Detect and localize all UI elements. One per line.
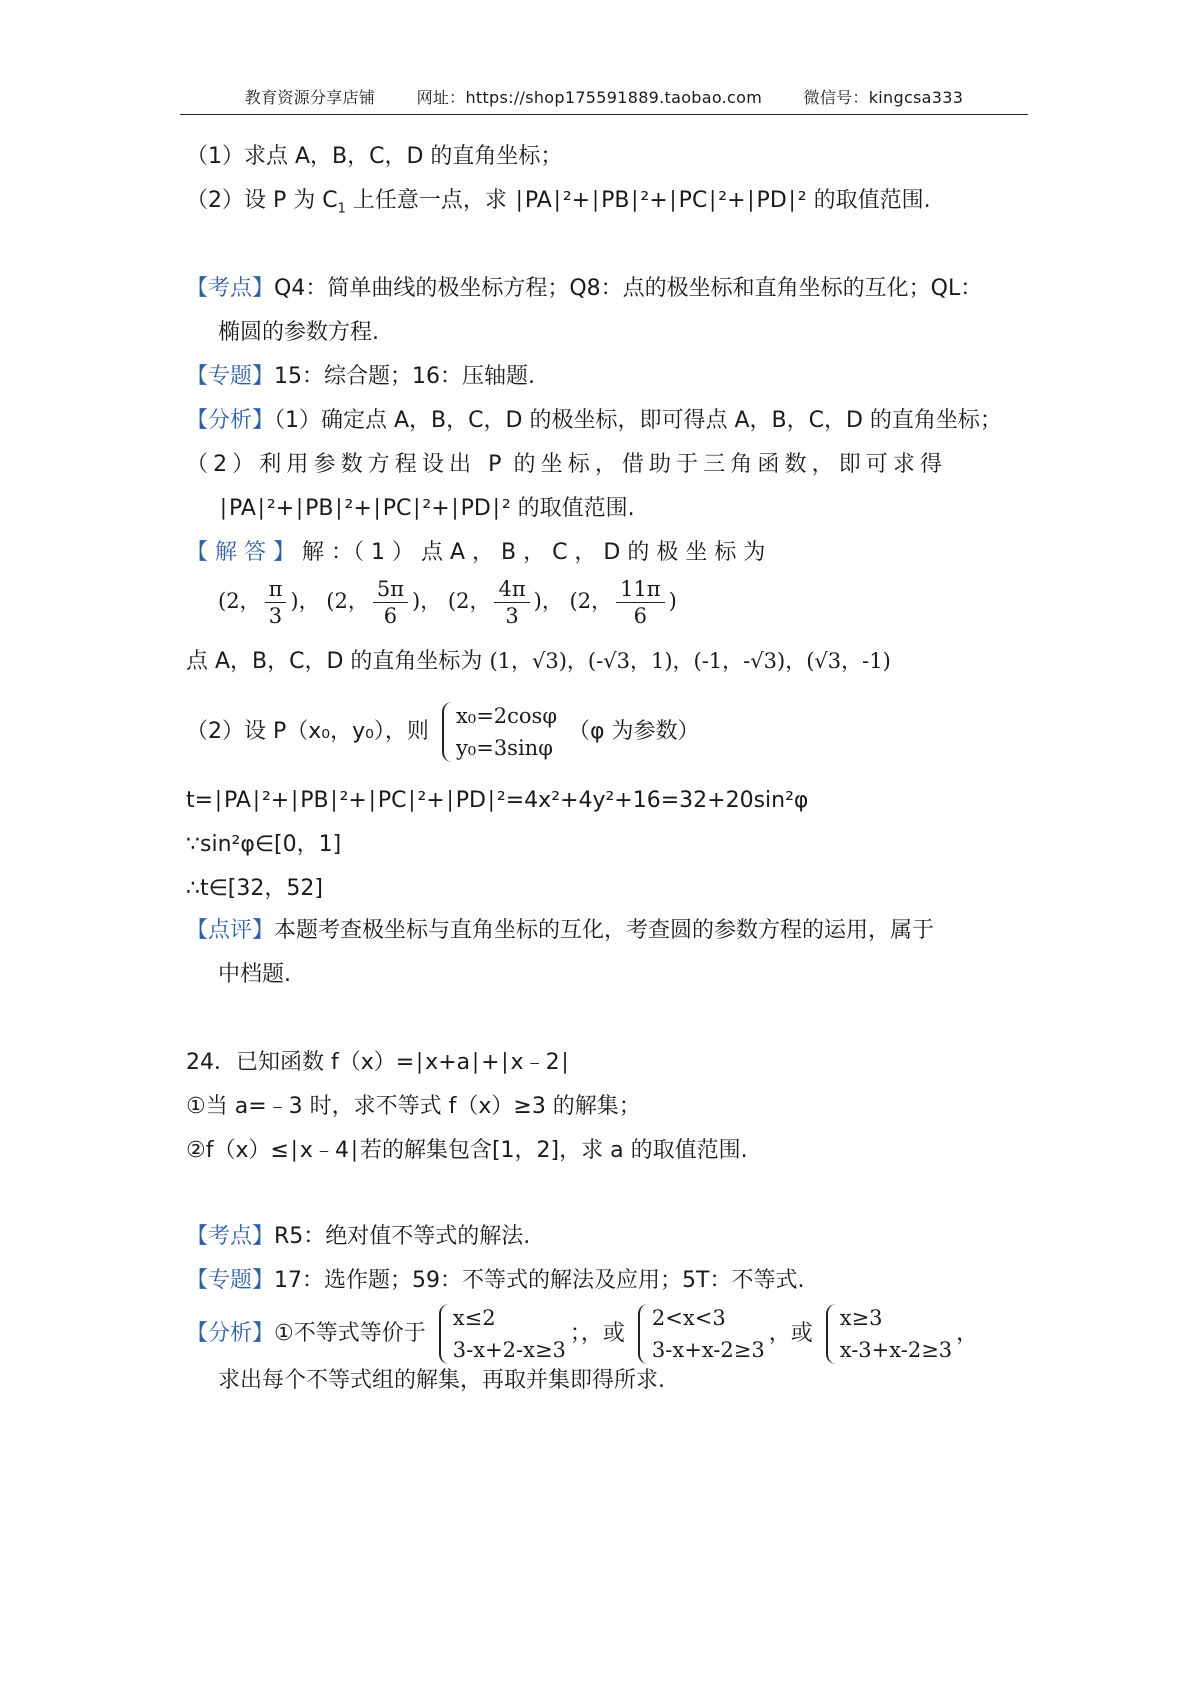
- inequality-system-c: x≥3 x-3+x-2≥3: [824, 1302, 952, 1366]
- therefore-line: ∴t∈[32，52]: [186, 876, 323, 901]
- because-line: ∵sin²φ∈[0，1]: [186, 832, 342, 857]
- fenxi-1: 【分析】（1）确定点 A，B，C，D 的极坐标，即可得点 A，B，C，D 的直角坐标；: [186, 408, 1002, 433]
- t-expression: t=∣PA∣²+∣PB∣²+∣PC∣²+∣PD∣²=4x²+4y²+16=32+20sin²φ: [186, 788, 809, 813]
- jieda-1: 【 解 答 】 解 ：（ 1 ） 点 A ， B ， C ， D 的 极 坐 标 为: [186, 540, 766, 565]
- inequality-system-a: x≤2 3-x+2-x≥3: [437, 1302, 566, 1366]
- zhuanti-1: 【专题】15：综合题；16：压轴题.: [186, 364, 535, 389]
- wechat-id: 微信号：kingcsa333: [803, 88, 964, 107]
- p-param: （2）设 P（x₀，y₀），则 x₀=2cosφ y₀=3sinφ （φ 为参数）: [186, 700, 700, 764]
- dianping-1: 【点评】本题考查极坐标与直角坐标的互化，考查圆的参数方程的运用，属于: [186, 918, 935, 943]
- shop-url: 网址：https://shop175591889.taobao.com: [416, 88, 763, 107]
- question-24-part-2: ②f（x）≤∣x﹣4∣若的解集包含[1，2]，求 a 的取值范围.: [186, 1138, 748, 1163]
- question-part-1: （1）求点 A，B，C，D 的直角坐标；: [186, 144, 563, 169]
- zhuanti-2: 【专题】17：选作题；59：不等式的解法及应用；5T：不等式.: [186, 1268, 805, 1293]
- kaodian-1: 【考点】Q4：简单曲线的极坐标方程；Q8：点的极坐标和直角坐标的互化；QL：: [186, 276, 983, 301]
- inequality-system-b: 2<x<3 3-x+x-2≥3: [636, 1302, 765, 1366]
- question-24-part-1: ①当 a=﹣3 时，求不等式 f（x）≥3 的解集；: [186, 1094, 641, 1119]
- fenxi-2-cont: 求出每个不等式组的解集，再取并集即得所求.: [218, 1368, 665, 1393]
- page-header: [180, 84, 1028, 115]
- fenxi-2: 【分析】①不等式等价于 x≤2 3-x+2-x≥3 ；，或 2<x<3 3-x+x-2≥3 ，或 x≥3 x-3+x-2≥3 ，: [186, 1302, 978, 1366]
- dianping-1-cont: 中档题.: [218, 962, 291, 987]
- shop-name: 教育资源分享店铺: [244, 88, 376, 107]
- question-24: 24．已知函数 f（x）=∣x+a∣+∣x﹣2∣: [186, 1050, 571, 1075]
- polar-coords: (2， $\frac{\pi}{3}$ )， (2， $\frac{5\pi}{6}$ )， (2， $\frac{4\pi}{3}$ )， (2， $\frac{11\pi}{6}$ ): [218, 577, 677, 628]
- fenxi-1-b: （2）利用参数方程设出 P 的坐标，借助于三角函数，即可求得: [186, 452, 942, 477]
- fenxi-1-c: ∣PA∣²+∣PB∣²+∣PC∣²+∣PD∣² 的取值范围.: [218, 496, 635, 521]
- kaodian-1-cont: 椭圆的参数方程.: [218, 320, 379, 345]
- rect-coords: 点 A，B，C，D 的直角坐标为 (1，√3)，(-√3，1)，(-1，-√3)，(√3，-1): [186, 649, 891, 674]
- kaodian-2: 【考点】R5：绝对值不等式的解法.: [186, 1224, 531, 1249]
- param-system: x₀=2cosφ y₀=3sinφ: [440, 700, 557, 764]
- question-part-2: （2）设 P 为 $C_1$ 上任意一点，求 ∣PA∣²+∣PB∣²+∣PC∣²+∣PD∣² 的取值范围.: [186, 188, 931, 217]
